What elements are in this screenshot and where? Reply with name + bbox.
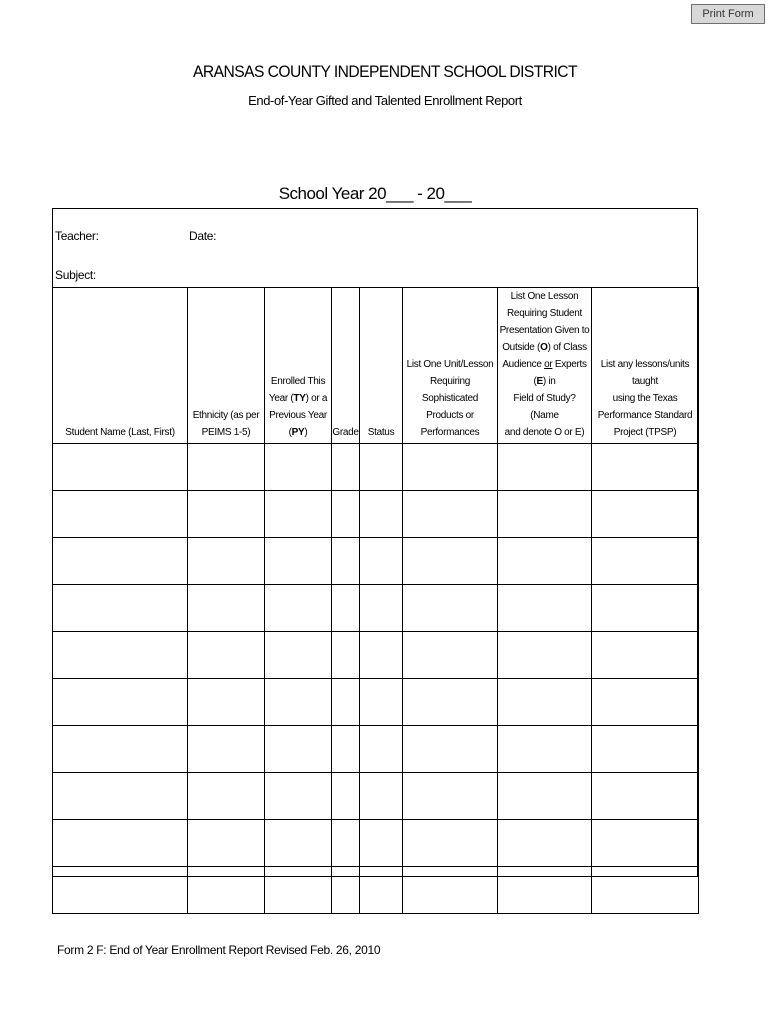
ethnicity-cell[interactable] [188,726,265,773]
tpsp-cell[interactable] [592,632,699,679]
table-row [53,538,699,585]
table-row [53,867,699,914]
unit-lesson-cell[interactable] [403,585,498,632]
unit-lesson-cell[interactable] [403,679,498,726]
table-row [53,773,699,820]
status-cell[interactable] [360,867,403,914]
enrolled-cell[interactable] [265,679,332,726]
header-grade: Grade [332,288,360,444]
tpsp-cell[interactable] [592,679,699,726]
grade-cell[interactable] [332,867,360,914]
grade-cell[interactable] [332,538,360,585]
ethnicity-cell[interactable] [188,491,265,538]
subject-label: Subject: [55,268,96,282]
enrollment-table [52,287,699,914]
tpsp-cell[interactable] [592,773,699,820]
ethnicity-cell[interactable] [188,632,265,679]
header-ethnicity: Ethnicity (as per PEIMS 1-5) [188,288,265,444]
date-label: Date: [189,229,217,243]
tpsp-cell[interactable] [592,491,699,538]
student-name-cell[interactable] [53,632,188,679]
district-title: ARANSAS COUNTY INDEPENDENT SCHOOL DISTRICT [192,62,578,81]
enrolled-cell[interactable] [265,867,332,914]
student-name-cell[interactable] [53,679,188,726]
header-presentation-lesson: List One Lesson Requiring Student Presentation Given to Outside (O) of Class Audience or Experts (E) in Field of Study? (Name and denote O or E) [498,288,592,444]
unit-lesson-cell[interactable] [403,491,498,538]
header-enrolled: Enrolled This Year (TY) or a Previous Year (PY) [265,288,332,444]
ethnicity-cell[interactable] [188,867,265,914]
enrolled-cell[interactable] [265,538,332,585]
school-year-label: School Year 20___ - 20___ [278,184,472,203]
tpsp-cell[interactable] [592,867,699,914]
tpsp-cell[interactable] [592,444,699,491]
status-cell[interactable] [360,491,403,538]
presentation-lesson-cell[interactable] [498,773,592,820]
unit-lesson-cell[interactable] [403,538,498,585]
header-unit-lesson: List One Unit/Lesson Requiring Sophisticated Products or Performances [403,288,498,444]
table-body [53,444,699,914]
ethnicity-cell[interactable] [188,679,265,726]
status-cell[interactable] [360,444,403,491]
status-cell[interactable] [360,773,403,820]
status-cell[interactable] [360,820,403,867]
unit-lesson-cell[interactable] [403,632,498,679]
unit-lesson-cell[interactable] [403,444,498,491]
report-subtitle: End-of-Year Gifted and Talented Enrollment Report [248,93,522,108]
table-row [53,632,699,679]
grade-cell[interactable] [332,820,360,867]
presentation-lesson-cell[interactable] [498,679,592,726]
presentation-lesson-cell[interactable] [498,444,592,491]
tpsp-cell[interactable] [592,820,699,867]
presentation-lesson-cell[interactable] [498,632,592,679]
header-row [53,288,699,444]
grade-cell[interactable] [332,773,360,820]
status-cell[interactable] [360,679,403,726]
enrolled-cell[interactable] [265,773,332,820]
print-form-button[interactable]: Print Form [691,4,765,24]
grade-cell[interactable] [332,491,360,538]
grade-cell[interactable] [332,632,360,679]
student-name-cell[interactable] [53,820,188,867]
ethnicity-cell[interactable] [188,444,265,491]
teacher-label: Teacher: [55,229,99,243]
header-status: Status [360,288,403,444]
table-row [53,726,699,773]
ethnicity-cell[interactable] [188,773,265,820]
presentation-lesson-cell[interactable] [498,491,592,538]
enrolled-cell[interactable] [265,820,332,867]
grade-cell[interactable] [332,726,360,773]
grade-cell[interactable] [332,679,360,726]
presentation-lesson-cell[interactable] [498,538,592,585]
ethnicity-cell[interactable] [188,585,265,632]
tpsp-cell[interactable] [592,726,699,773]
header-tpsp: List any lessons/units taught using the Texas Performance Standard Project (TPSP) [592,288,699,444]
presentation-lesson-cell[interactable] [498,726,592,773]
student-name-cell[interactable] [53,585,188,632]
presentation-lesson-cell[interactable] [498,820,592,867]
student-name-cell[interactable] [53,773,188,820]
tpsp-cell[interactable] [592,538,699,585]
grade-cell[interactable] [332,444,360,491]
tpsp-cell[interactable] [592,585,699,632]
table-row [53,585,699,632]
status-cell[interactable] [360,632,403,679]
student-name-cell[interactable] [53,444,188,491]
student-name-cell[interactable] [53,726,188,773]
enrolled-cell[interactable] [265,585,332,632]
enrolled-cell[interactable] [265,444,332,491]
unit-lesson-cell[interactable] [403,820,498,867]
header-student-name: Student Name (Last, First) [53,288,188,444]
presentation-lesson-cell[interactable] [498,867,592,914]
status-cell[interactable] [360,726,403,773]
table-row [53,679,699,726]
presentation-lesson-cell[interactable] [498,585,592,632]
ethnicity-cell[interactable] [188,820,265,867]
student-name-cell[interactable] [53,491,188,538]
table-row [53,491,699,538]
student-name-cell[interactable] [53,867,188,914]
table-row [53,820,699,867]
enrolled-cell[interactable] [265,632,332,679]
unit-lesson-cell[interactable] [403,726,498,773]
enrolled-cell[interactable] [265,491,332,538]
unit-lesson-cell[interactable] [403,773,498,820]
unit-lesson-cell[interactable] [403,867,498,914]
enrolled-cell[interactable] [265,726,332,773]
grade-cell[interactable] [332,585,360,632]
ethnicity-cell[interactable] [188,538,265,585]
status-cell[interactable] [360,538,403,585]
form-footer: Form 2 F: End of Year Enrollment Report Revised Feb. 26, 2010 [57,943,381,957]
status-cell[interactable] [360,585,403,632]
table-row [53,444,699,491]
student-name-cell[interactable] [53,538,188,585]
